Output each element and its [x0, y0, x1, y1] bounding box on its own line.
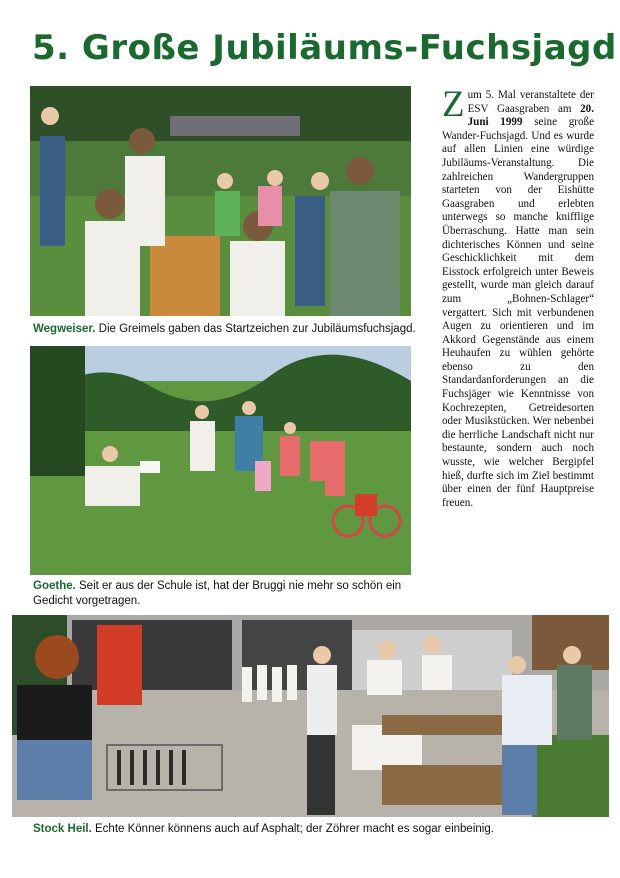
drop-cap: Z — [442, 84, 465, 125]
article-text: Zum 5. Mal veranstaltete der ESV Gaasgraben am 20. Juni 1999 seine große Wander-Fuchsjagd. Und es wurde auf allen Linien eine würdige Jubiläums-Veranstaltung. Die zahlreichen Wandergruppen starteten von der Eishütte Gaasgraben und erlebten unterwegs so manche knifflige Überraschung. Hatte man sein dichterisches Können und seine Geschicklichkeit mit dem Eisstock erfolgreich unter Beweis gestellt, wurde man gleich darauf zum „Bohnen-Schlager“ vergattert. Sich mit verbundenen Augen zu orientieren und im Akkord Gegenstände aus einem Heuhaufen zu wühlen gehörte ebenso zu den Standardanforderungen an die Fuchsjäger wie Kenntnisse von Kochrezepten, Getreidesorten oder Musikstücken. Wer nebenbei die herrliche Landschaft nicht nur bestaunte, sondern auch noch wusste, wie welcher Bergipfel hieß, durfte sich im Ziel bestimmt über einen der fünf Hauptpreise freuen. — [442, 84, 594, 509]
photo-stock-heil — [12, 615, 609, 817]
caption-wegweiser: Wegweiser. Die Greimels gaben das Startzeichen zur Jubiläumsfuchsjagd. — [33, 323, 416, 335]
page-title: 5. Große Jubiläums-Fuchsjagd — [32, 28, 617, 68]
caption-goethe: Goethe. Seit er aus der Schule ist, hat der Bruggi nie mehr so schön ein Gedicht vorgetragen. — [33, 580, 402, 607]
photo-wegweiser — [30, 86, 411, 316]
event-date: 20. Juni 1999 — [467, 102, 594, 129]
photo-goethe — [30, 346, 411, 575]
caption-stock-heil: Stock Heil. Echte Könner könnens auch auf Asphalt; der Zöhrer macht es sogar einbeinig. — [33, 823, 494, 835]
